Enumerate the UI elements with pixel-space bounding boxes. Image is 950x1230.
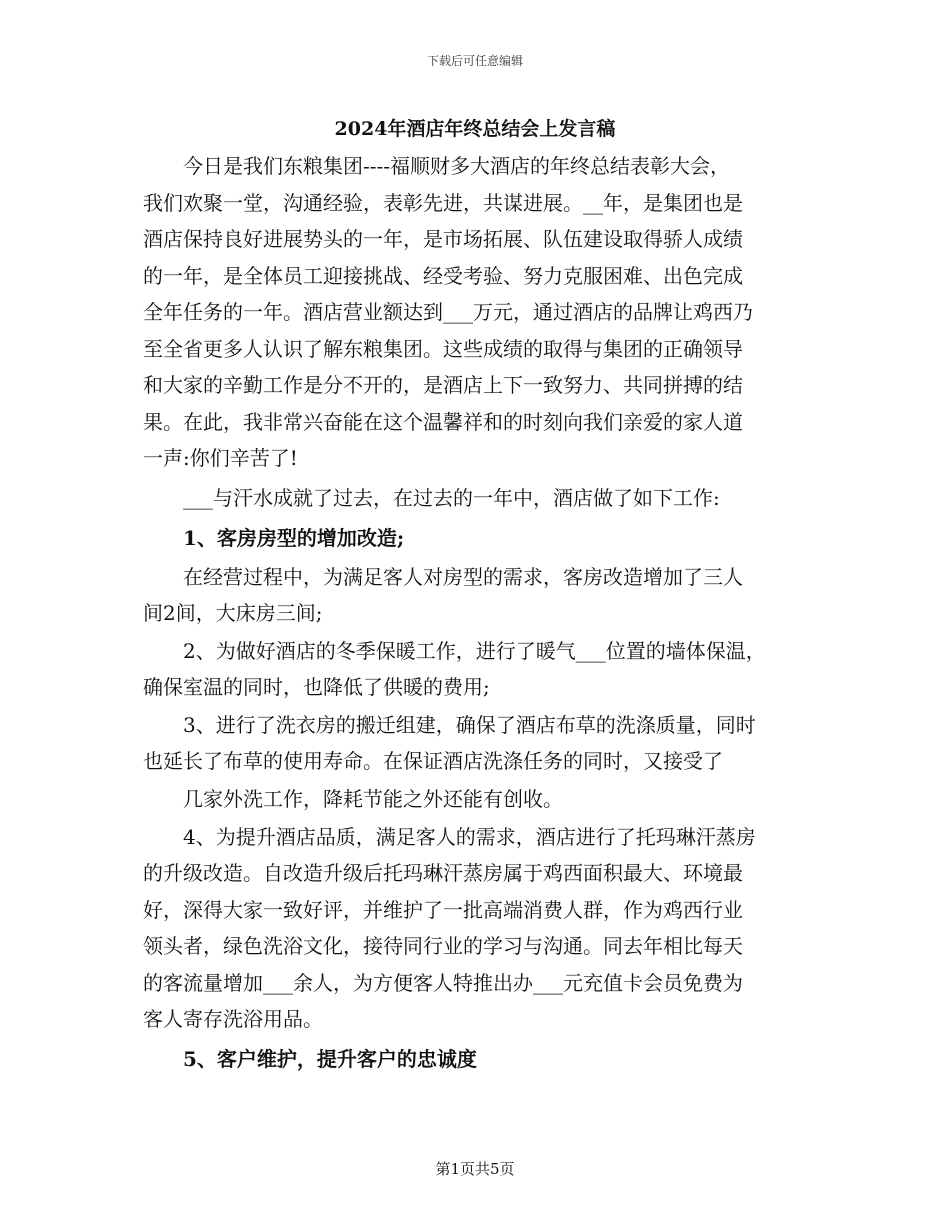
page-header: 下载后可任意编辑	[426, 54, 523, 68]
body-line: 一声:你们辛苦了!	[143, 446, 298, 470]
document-title: 2024年酒店年终总结会上发言稿	[334, 118, 616, 140]
section-heading: 1、客房房型的增加改造;	[143, 526, 405, 550]
body-line: 在经营过程中，为满足客人对房型的需求，客房改造增加了三人	[143, 565, 743, 589]
body-line: 的一年，是全体员工迎接挑战、经受考验、努力克服困难、出色完成	[143, 264, 743, 288]
body-line: 4、为提升酒店品质，满足客人的需求，酒店进行了托玛琳汗蒸房	[143, 825, 756, 849]
body-line: 好，深得大家一致好评，并维护了一批高端消费人群，作为鸡西行业	[143, 898, 743, 922]
body-line: 领头者，绿色洗浴文化，接待同行业的学习与沟通。同去年相比每天	[143, 934, 743, 958]
page-footer: 第1页共5页	[435, 1160, 515, 1178]
body-line: 间2间，大床房三间;	[143, 601, 323, 625]
body-line: 我们欢聚一堂，沟通经验，表彰先进，共谋进展。__年，是集团也是	[143, 191, 743, 215]
body-line: 和大家的辛勤工作是分不开的，是酒店上下一致努力、共同拼搏的结	[143, 373, 743, 397]
body-line: 2、为做好酒店的冬季保暖工作，进行了暖气___位置的墙体保温，	[143, 639, 766, 663]
body-line: 至全省更多人认识了解东粮集团。这些成绩的取得与集团的正确领导	[143, 337, 743, 361]
body-line: 也延长了布草的使用寿命。在保证酒店洗涤任务的同时，又接受了	[143, 749, 723, 773]
body-line: ___与汗水成就了过去，在过去的一年中，酒店做了如下工作:	[143, 486, 720, 510]
body-line: 的升级改造。自改造升级后托玛琳汗蒸房属于鸡西面积最大、环境最	[143, 861, 743, 885]
body-line: 确保室温的同时，也降低了供暖的费用;	[143, 675, 490, 699]
body-line: 的客流量增加___余人，为方便客人特推出办___元充值卡会员免费为	[143, 971, 743, 995]
body-line: 今日是我们东粮集团----福顺财多大酒店的年终总结表彰大会，	[143, 154, 731, 178]
section-heading: 5、客户维护，提升客户的忠诚度	[143, 1047, 477, 1071]
body-line: 客人寄存洗浴用品。	[143, 1007, 323, 1031]
body-line: 全年任务的一年。酒店营业额达到___万元，通过酒店的品牌让鸡西乃	[143, 300, 753, 324]
body-line: 几家外洗工作，降耗节能之外还能有创收。	[143, 787, 563, 811]
body-line: 果。在此，我非常兴奋能在这个温馨祥和的时刻向我们亲爱的家人道	[143, 410, 743, 434]
body-line: 酒店保持良好进展势头的一年，是市场拓展、队伍建设取得骄人成绩	[143, 227, 743, 251]
body-line: 3、进行了洗衣房的搬迁组建，确保了酒店布草的洗涤质量，同时	[143, 713, 756, 737]
